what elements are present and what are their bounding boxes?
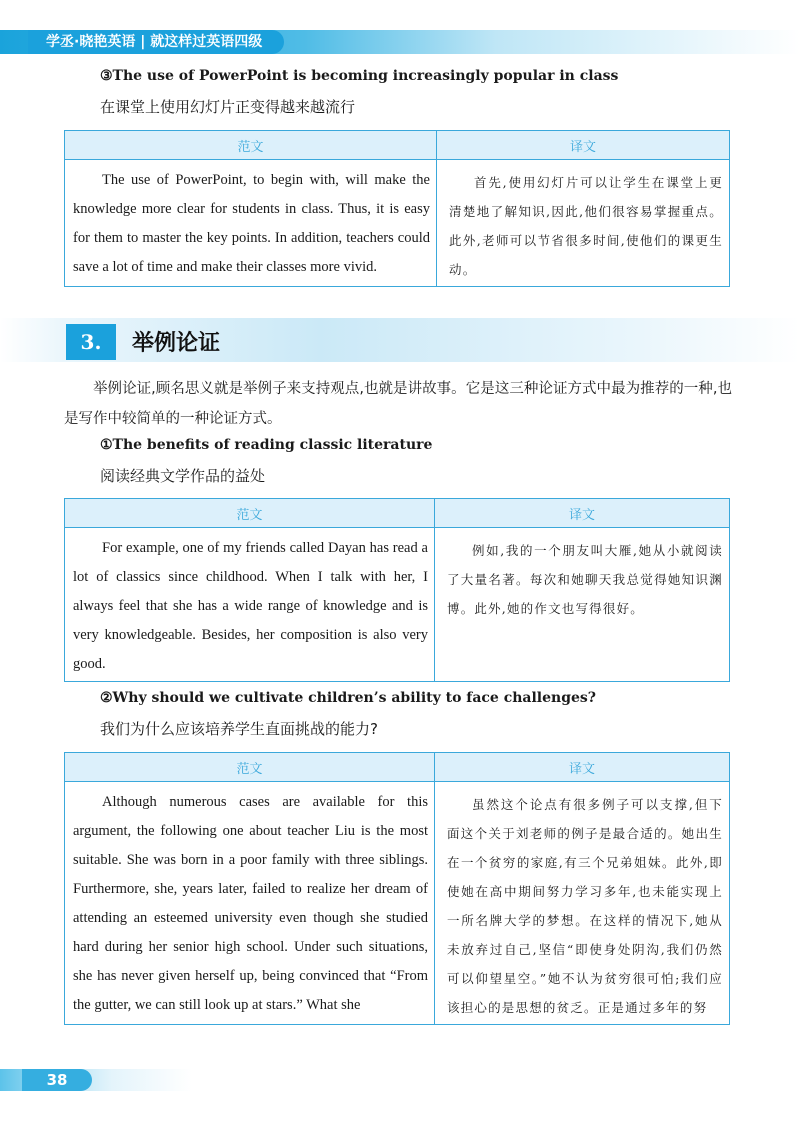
section-intro: 举例论证,顾名思义就是举例子来支持观点,也就是讲故事。它是这三种论证方式中最为推荐的一种,也是写作中较简单的一种论证方式。: [64, 381, 732, 427]
header-title: 就这样过英语四级: [150, 34, 263, 50]
topic-heading-cn: 我们为什么应该培养学生直面挑战的能力?: [100, 720, 378, 738]
translation-header: 译文: [435, 499, 730, 528]
topic-heading-cn: 阅读经典文学作品的益处: [100, 467, 266, 485]
translation-header: 译文: [435, 753, 730, 782]
example-table: [64, 498, 730, 682]
header-separator: |: [140, 34, 146, 50]
example-table: [64, 130, 730, 287]
footer-band: [0, 1069, 800, 1091]
model-essay-text: For example, one of my friends called Dayan has read a lot of classics since childhood. When I talk with her, I always feel that she has a wide range of knowledge and is very knowledgeable. Besides, her composition is also very good.: [65, 528, 435, 682]
model-essay-text: The use of PowerPoint, to begin with, will make the knowledge more clear for students in class. Thus, it is easy for them to master the key points. In addition, teachers could save a lot of time and make their classes more vivid.: [65, 160, 437, 287]
model-essay-header: 范文: [65, 499, 435, 528]
page-number: 38: [22, 1069, 92, 1091]
section-title: 举例论证: [132, 331, 221, 356]
model-essay-header: 范文: [65, 753, 435, 782]
translation-text: 例如,我的一个朋友叫大雁,她从小就阅读了大量名著。每次和她聊天我总觉得她知识渊博。此外,她的作文也写得很好。: [435, 528, 730, 682]
translation-header: 译文: [437, 131, 730, 160]
section-band: [0, 318, 800, 362]
topic-heading-en: ②Why should we cultivate children’s ability to face challenges?: [100, 690, 596, 706]
model-essay-header: 范文: [65, 131, 437, 160]
topic-heading-cn: 在课堂上使用幻灯片正变得越来越流行: [100, 98, 356, 116]
translation-text: 首先,使用幻灯片可以让学生在课堂上更清楚地了解知识,因此,他们很容易掌握重点。此外,老师可以节省很多时间,使他们的课更生动。: [437, 160, 730, 287]
topic-heading-en: ③The use of PowerPoint is becoming increasingly popular in class: [100, 68, 619, 84]
running-header: [28, 30, 284, 54]
model-essay-text: Although numerous cases are available for this argument, the following one about teacher Liu is the most suitable. She was born in a poor family with three siblings. Furthermore, she, years later, failed to realize her dream of attending an esteemed university even though she studied hard during her senior high school. Under such situations, she has never given herself up, being convinced that “From the gutter, we can still look up at stars.” What she: [65, 782, 435, 1025]
example-table: [64, 752, 730, 1025]
topic-heading-en: ①The benefits of reading classic literature: [100, 437, 433, 453]
translation-text: 虽然这个论点有很多例子可以支撑,但下面这个关于刘老师的例子是最合适的。她出生在一个贫穷的家庭,有三个兄弟姐妹。此外,即使她在高中期间努力学习多年,也未能实现上一所名牌大学的梦想。在这样的情况下,她从未放弃过自己,坚信“即使身处阴沟,我们仍然可以仰望星空。”她不认为贫穷很可怕;我们应该担心的是思想的贫乏。正是通过多年的努: [435, 782, 730, 1025]
section-number: 3.: [66, 324, 116, 360]
header-series: 学丞·晓艳英语: [46, 34, 136, 50]
